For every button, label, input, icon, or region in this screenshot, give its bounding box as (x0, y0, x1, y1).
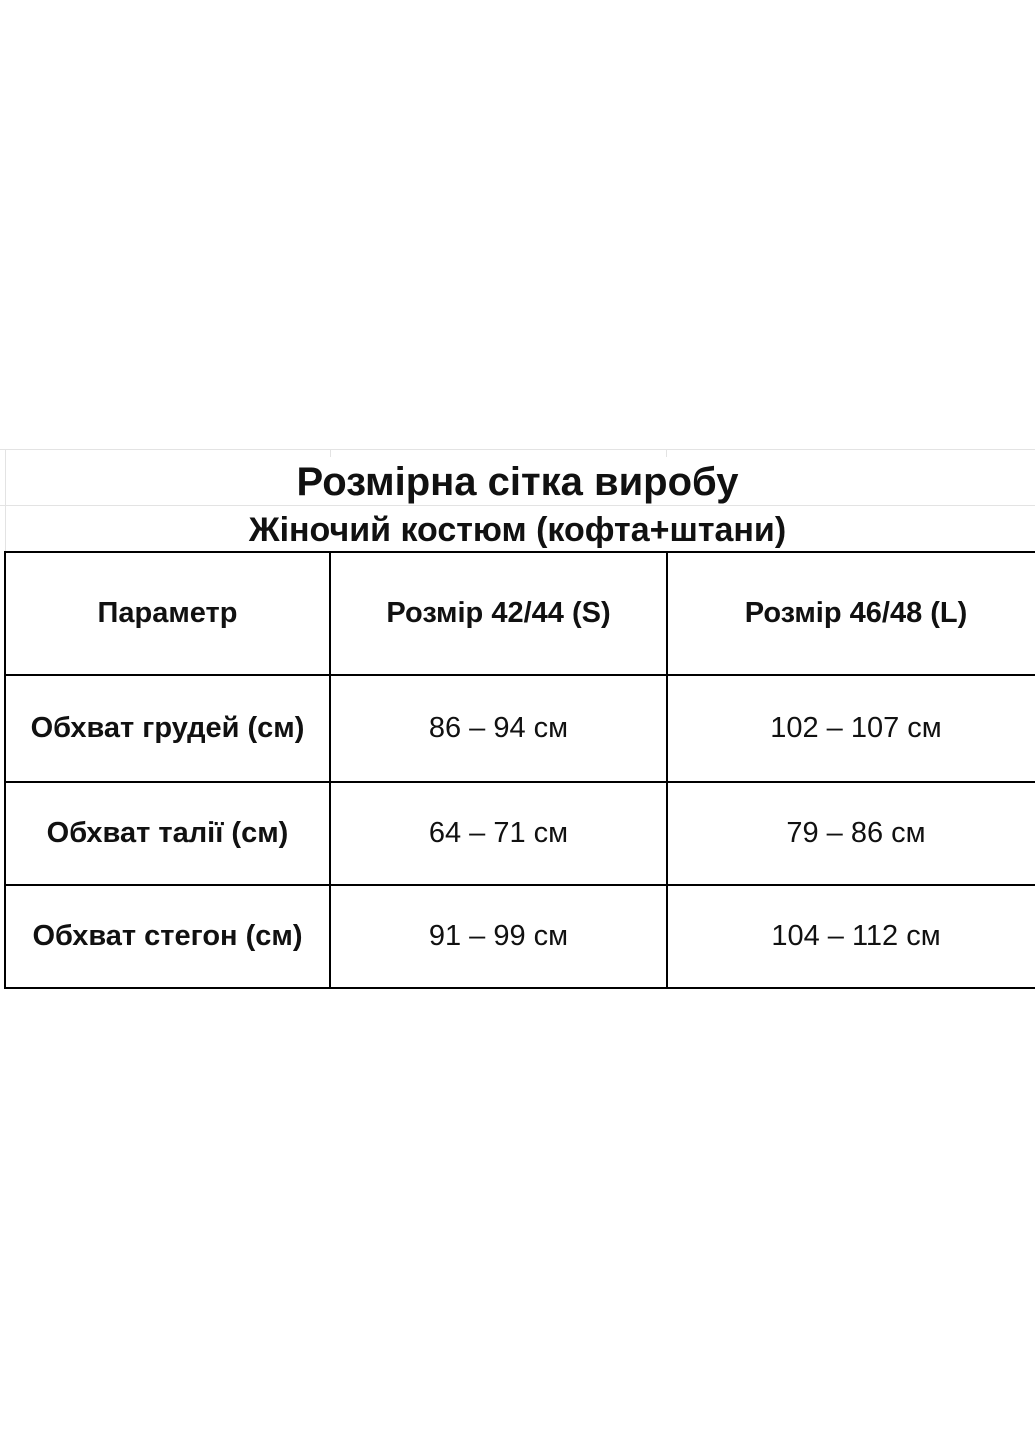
gridline (330, 449, 331, 457)
row-value-l: 102 – 107 см (667, 675, 1035, 782)
table-row (5, 782, 1035, 885)
row-value-l: 104 – 112 см (667, 885, 1035, 988)
header-size-s: Розмір 42/44 (S) (330, 552, 667, 675)
row-parameter: Обхват грудей (см) (5, 675, 330, 782)
header-parameter: Параметр (5, 552, 330, 675)
row-parameter: Обхват талії (см) (5, 782, 330, 885)
page-title: Розмірна сітка виробу (296, 460, 739, 504)
table-row (5, 675, 1035, 782)
row-value-s: 91 – 99 см (330, 885, 667, 988)
row-value-l: 79 – 86 см (667, 782, 1035, 885)
row-value-s: 86 – 94 см (330, 675, 667, 782)
header-size-l: Розмір 46/48 (L) (667, 552, 1035, 675)
size-chart-sheet (0, 449, 1035, 994)
page-subtitle: Жіночий костюм (кофта+штани) (248, 511, 787, 549)
row-value-s: 64 – 71 см (330, 782, 667, 885)
size-table (4, 551, 1035, 989)
table-row (5, 885, 1035, 988)
row-parameter: Обхват стегон (см) (5, 885, 330, 988)
gridline (0, 449, 1035, 450)
gridline (666, 449, 667, 457)
table-header-row (5, 552, 1035, 675)
